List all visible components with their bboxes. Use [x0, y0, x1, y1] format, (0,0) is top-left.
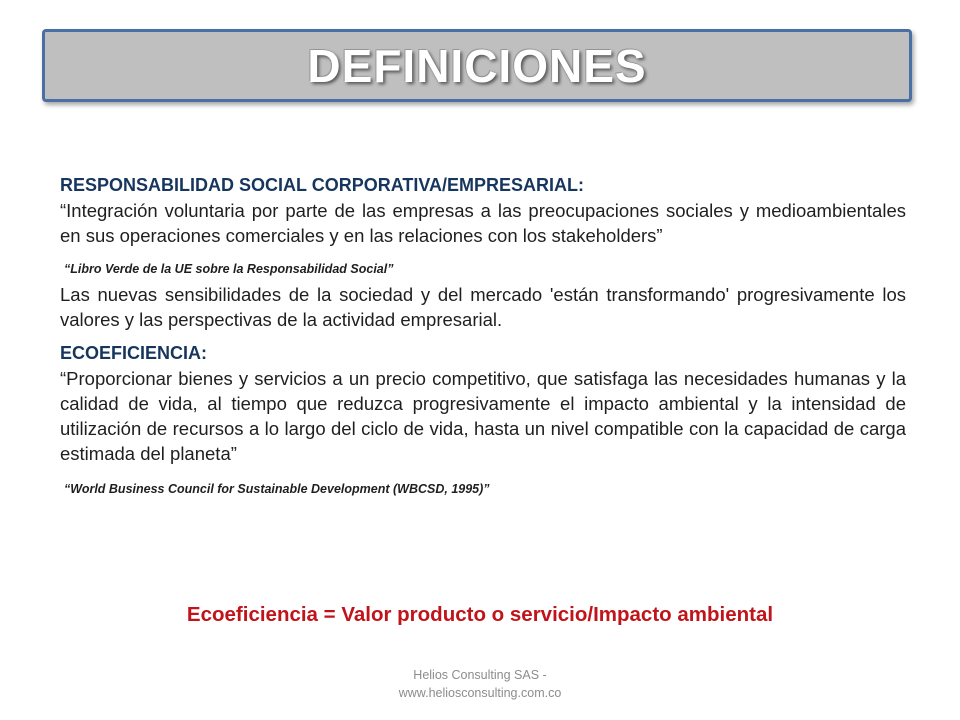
rsc-source: “Libro Verde de la UE sobre la Responsabilidad Social” — [64, 262, 394, 276]
eco-source: “World Business Council for Sustainable Development (WBCSD, 1995)” — [64, 482, 490, 496]
footer-website: www.heliosconsulting.com.co — [398, 686, 562, 700]
footer-company: Helios Consulting SAS - — [413, 668, 547, 682]
title-banner — [42, 29, 912, 102]
eco-definition: “Proporcionar bienes y servicios a un precio competitivo, que satisfaga las necesidades humanas y la calidad de vida, al tiempo que reduzca progresivamente el impacto ambiental y la intensidad de utilización de recursos a lo largo del ciclo de vida, hasta un nivel compatible con la capacidad de carga estimada del planeta” — [60, 368, 906, 464]
slide-content — [60, 172, 906, 496]
ecoefficiency-formula: Ecoeficiencia = Valor producto o servicio/Impacto ambiental — [186, 603, 774, 626]
rsc-note: Las nuevas sensibilidades de la sociedad y del mercado 'están transformando' progresivamente los valores y las perspectivas de la actividad empresarial. — [60, 284, 906, 330]
rsc-definition: “Integración voluntaria por parte de las empresas a las preocupaciones sociales y medioambientales en sus operaciones comerciales y en las relaciones con los stakeholders” — [60, 200, 906, 246]
footer — [0, 666, 960, 702]
eco-heading: ECOEFICIENCIA: — [60, 343, 208, 363]
slide-title: DEFINICIONES — [307, 39, 647, 92]
rsc-heading: RESPONSABILIDAD SOCIAL CORPORATIVA/EMPRESARIAL: — [60, 175, 585, 195]
